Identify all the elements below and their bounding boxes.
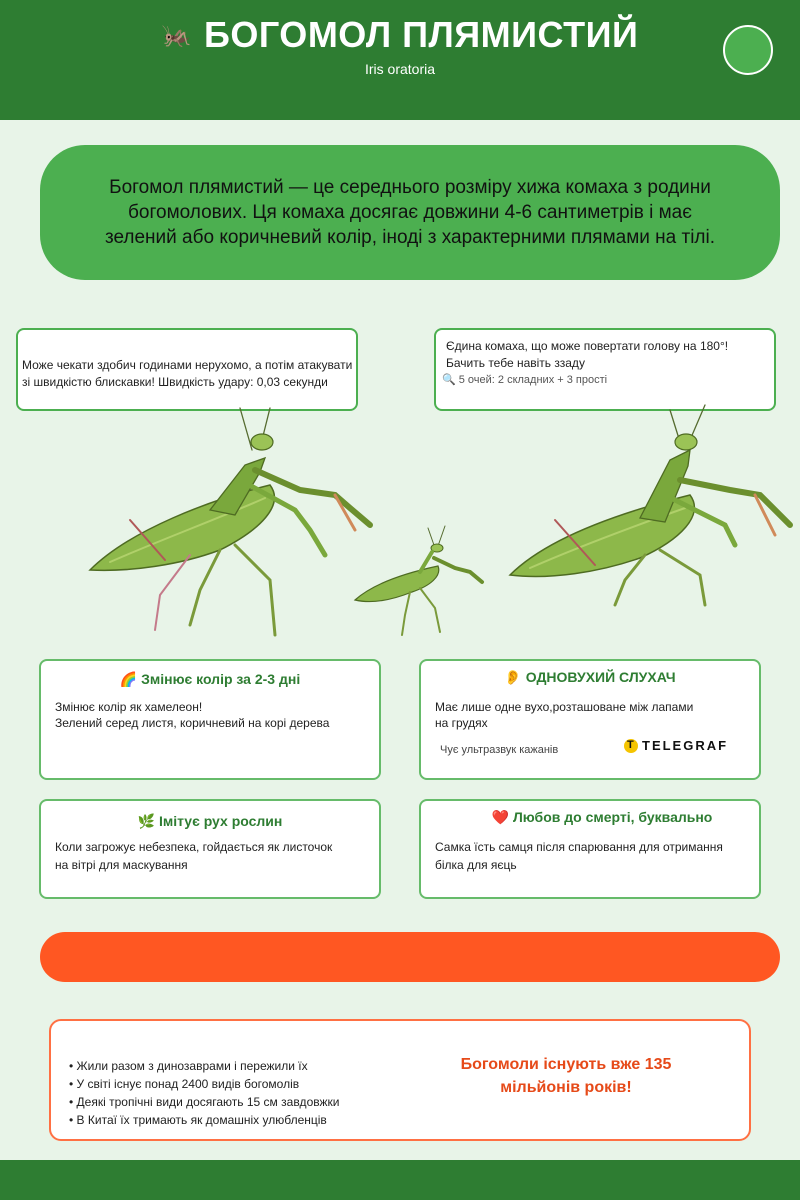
fact-item: • У світі існує понад 2400 видів богомолів (69, 1075, 339, 1093)
facts-list (69, 1057, 339, 1129)
card-color-title: 🌈 Змінює колір за 2-3 дні (119, 671, 301, 687)
page-title (0, 14, 800, 56)
fact-item: • Деякі тропічні види досягають 15 см завдовжки (69, 1093, 339, 1111)
bubble-right-line2: Бачить тебе навіть ззаду (446, 356, 585, 370)
card-love-title: ❤️ Любов до смерті, буквально (491, 809, 713, 825)
card-plant-mimicry (39, 799, 381, 899)
facts-box (49, 1019, 751, 1141)
card-one-ear (419, 659, 761, 780)
card-color-change (39, 659, 381, 780)
mantis-small-middle-image (350, 520, 490, 640)
card-love-line2: білка для яєць (435, 858, 517, 872)
highlight-fact (421, 1053, 711, 1099)
card-plant-line1: Коли загрожує небезпека, гойдається як листочок (55, 840, 333, 854)
card-ear-line1: Має лише одне вухо,розташоване між лапами (435, 700, 694, 714)
card-ear-line2: на грудях (435, 716, 488, 730)
card-ear-title: 👂 ОДНОВУХИЙ СЛУХАЧ (504, 669, 676, 685)
footer (0, 1160, 800, 1200)
speech-bubble-right (434, 328, 776, 411)
mantis-large-left-image (70, 390, 380, 650)
card-love-line1: Самка їсть самця після спарювання для отримання (435, 840, 723, 854)
telegraf-logo-text: TELEGRAF (642, 738, 729, 753)
highlight-line2: мільйонів років! (500, 1079, 632, 1096)
bubble-right-line1: Єдина комаха, що може повертати голову на 180°! (446, 339, 729, 353)
title-text: БОГОМОЛ ПЛЯМИСТИЙ (204, 14, 639, 55)
mantis-large-right-image (500, 400, 800, 610)
card-plant-line2: на вітрі для маскування (55, 858, 188, 872)
header (0, 0, 800, 120)
card-ear-line3: Чує ультразвук кажанів (440, 744, 559, 756)
latin-name: Iris oratoria (364, 61, 436, 77)
orange-banner (40, 932, 780, 982)
bubble-right-line3: 🔍 5 очей: 2 складних + 3 прості (442, 374, 608, 386)
intro-text: Богомол плямистий — це середнього розміру хижа комаха з родини богомолових. Ця комаха досягає довжини 4-6 сантиметрів і має зелений або коричневий колір, іноді з характерними плямами на тілі. (104, 177, 716, 248)
telegraf-logo-icon (624, 739, 638, 753)
card-plant-title: 🌿 Імітує рух рослин (137, 813, 283, 829)
telegraf-logo (624, 738, 728, 753)
fact-item: • В Китаї їх тримають як домашніх улюбленців (69, 1111, 339, 1129)
grasshopper-icon: 🦗 (161, 22, 192, 49)
card-color-line1: Змінює колір як хамелеон! (55, 700, 203, 714)
highlight-line1: Богомоли існують вже 135 (460, 1056, 672, 1073)
intro-panel (40, 145, 780, 280)
bubble-left-text: Може чекати здобич годинами нерухомо, а потім атакувати зі швидкістю блискавки! Швидкість удару: 0,03 секунди (22, 358, 353, 389)
fact-item: • Жили разом з динозаврами і пережили їх (69, 1057, 339, 1075)
card-color-line2: Зелений серед листя, коричневий на корі дерева (55, 716, 330, 730)
card-love-to-death (419, 799, 761, 899)
green-circle-icon (723, 25, 773, 75)
